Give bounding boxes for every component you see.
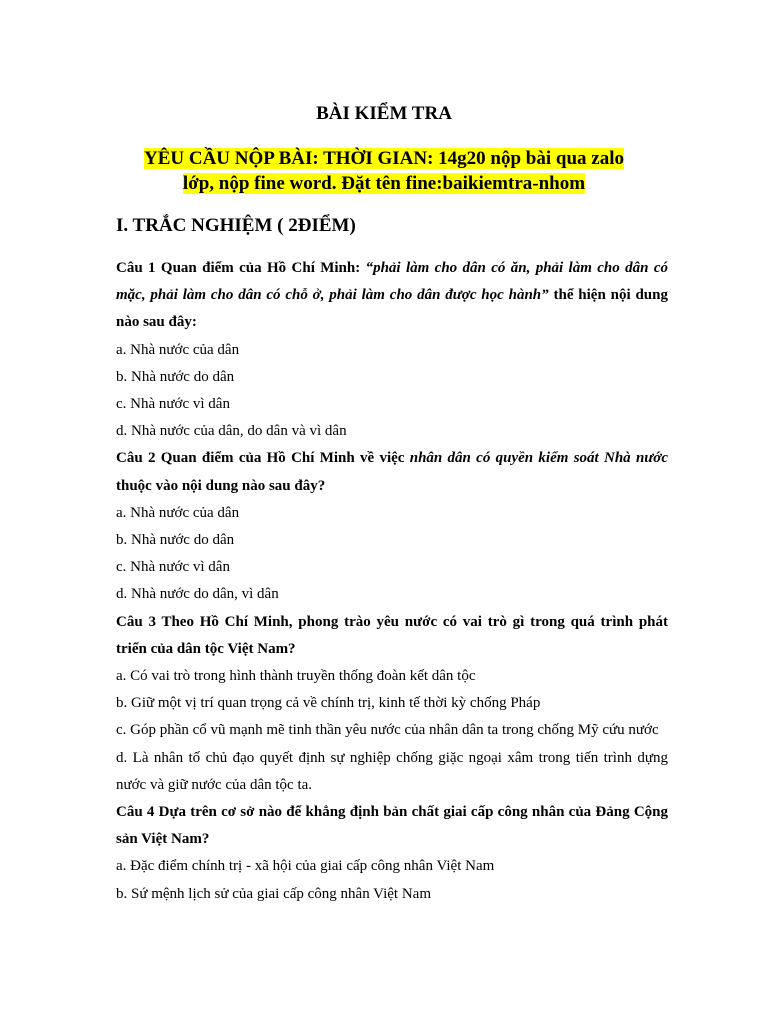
question-2-stem xyxy=(116,445,668,499)
question-4-option-a: a. Đặc điểm chính trị - xã hội của giai cấp công nhân Việt Nam xyxy=(116,858,495,875)
question-1-option-b: b. Nhà nước do dân xyxy=(116,368,235,385)
requirement-line-1: YÊU CẦU NỘP BÀI: THỜI GIAN: 14g20 nộp bài qua zalo xyxy=(143,148,624,169)
question-2-option-c: c. Nhà nước vì dân xyxy=(116,559,230,576)
question-3-option-c: c. Góp phần cổ vũ mạnh mẽ tinh thần yêu nước của nhân dân ta trong chống Mỹ cứu nước xyxy=(116,722,659,739)
questions-list xyxy=(116,255,668,908)
question-1-stem xyxy=(116,255,668,337)
question-stem-lead: Câu 1 Quan điểm của Hồ Chí Minh: xyxy=(116,260,366,276)
question-3-option-d: d. Là nhân tố chủ đạo quyết định sự nghiệp chống giặc ngoại xâm trong tiến trình dựng nước và giữ nước của dân tộc ta. xyxy=(116,749,668,793)
question-3-option-a: a. Có vai trò trong hình thành truyền thống đoàn kết dân tộc xyxy=(116,668,476,685)
question-2-option-b: b. Nhà nước do dân xyxy=(116,532,235,549)
question-stem-italic: nhân dân có quyền kiểm soát Nhà nước xyxy=(409,450,668,467)
question-3-stem: Câu 3 Theo Hồ Chí Minh, phong trào yêu nước có vai trò gì trong quá trình phát triển của dân tộc Việt Nam? xyxy=(116,613,668,657)
question-2-option-d: d. Nhà nước do dân, vì dân xyxy=(116,586,279,603)
question-stem-quote: “phải làm cho dân có ăn, phải làm cho dân có mặc, phải làm cho dân có chỗ ở, phải làm cho dân được học hành” xyxy=(116,260,668,304)
document-title: BÀI KIỂM TRA xyxy=(316,103,452,124)
question-2-option-a: a. Nhà nước của dân xyxy=(116,504,240,521)
question-4-option-b: b. Sứ mệnh lịch sử của giai cấp công nhân Việt Nam xyxy=(116,885,432,902)
requirement-line-2: lớp, nộp fine word. Đặt tên fine:baikiemtra-nhom xyxy=(182,173,586,194)
question-1-option-d: d. Nhà nước của dân, do dân và vì dân xyxy=(116,423,347,440)
question-stem-tail: thể hiện nội dung nào sau đây: xyxy=(116,287,668,331)
question-stem-tail: thuộc vào nội dung nào sau đây? xyxy=(116,477,326,494)
question-stem-lead: Câu 2 Quan điểm của Hồ Chí Minh về việc xyxy=(116,450,410,467)
question-3-option-b: b. Giữ một vị trí quan trọng cả về chính trị, kinh tế thời kỳ chống Pháp xyxy=(116,695,541,712)
submission-requirement xyxy=(104,146,664,196)
question-1-option-c: c. Nhà nước vì dân xyxy=(116,396,230,413)
section-heading: I. TRẮC NGHIỆM ( 2ĐIỂM) xyxy=(116,215,356,236)
question-1-option-a: a. Nhà nước của dân xyxy=(116,341,240,358)
question-4-stem: Câu 4 Dựa trên cơ sở nào để khẳng định bản chất giai cấp công nhân của Đảng Cộng sản Việt Nam? xyxy=(116,804,668,848)
